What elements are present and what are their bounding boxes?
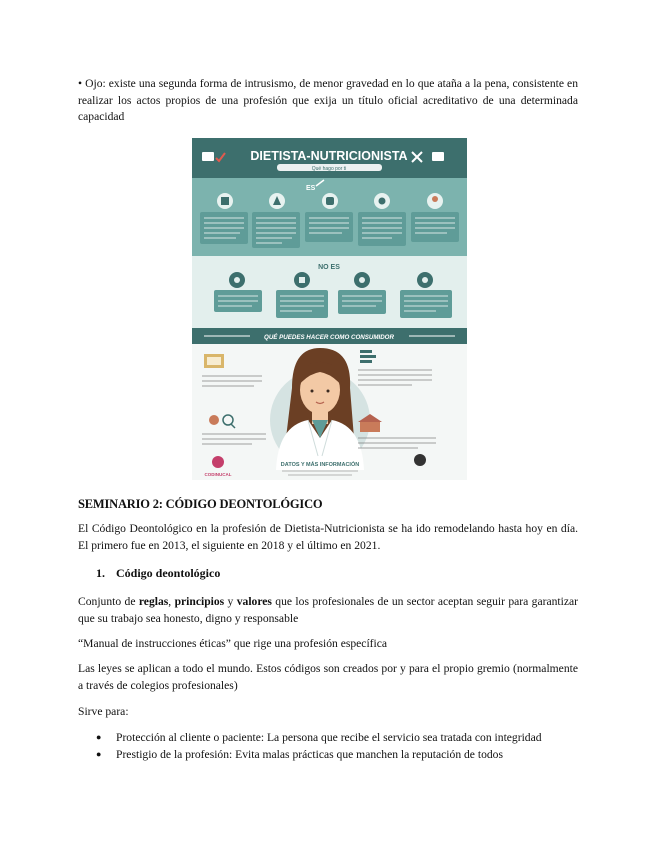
principles-term: principios [174, 595, 225, 608]
rules-term: reglas [138, 595, 169, 608]
svg-text:CODINUCAL: CODINUCAL [204, 472, 232, 477]
manual-quote: “Manual de instrucciones éticas” que rige una profesión específica [78, 637, 388, 650]
section-title: Código deontológico [116, 566, 221, 580]
es-label: ES [306, 185, 316, 192]
consumer-banner: QUÉ PUEDES HACER COMO CONSUMIDOR [264, 334, 394, 341]
infographic [192, 138, 467, 480]
no-es-label: NO ES [318, 264, 340, 271]
section-number: 1. [96, 566, 105, 580]
certificate-icon [204, 354, 224, 368]
infographic-title: DIETISTA-NUTRICIONISTA [250, 149, 408, 163]
seminar-heading: SEMINARIO 2: CÓDIGO DEONTOLÓGICO [78, 497, 323, 511]
history-paragraph: El Código Deontológico en la profesión de Dietista-Nutricionista se ha ido remodelando hasta hoy en día. El primero fue en 2013, el siguiente en 2018 y el último en 2021. [78, 522, 578, 552]
values-term: valores [236, 595, 272, 608]
list-item: ● Prestigio de la profesión: Evita malas prácticas que manchen la reputación de todos [96, 746, 566, 763]
intro-paragraph: • Ojo: existe una segunda forma de intrusismo, de menor gravedad en lo que ataña a la pena, consistente en realizar los actos propios de una profesión que exija un título oficial acreditativo de una determinada capacidad [78, 77, 578, 123]
footer-title: DATOS Y MÁS INFORMACIÓN [280, 462, 360, 468]
section-heading [96, 566, 220, 581]
purpose-list [96, 729, 566, 763]
laws-paragraph: Las leyes se aplican a todo el mundo. Estos códigos son creados por y para el propio gremio (normalmente a través de colegios profesionales) [78, 662, 578, 692]
infographic-subtitle: Qué hago por ti [311, 166, 347, 172]
round-logo [414, 454, 426, 466]
serves-for-label: Sirve para: [78, 705, 129, 718]
definition-paragraph: Conjunto de reglas, principios y valores que los profesionales de un sector aceptan seguir para garantizar que su trabajo sea honesto, digno y responsable [78, 595, 579, 625]
list-item: ● Protección al cliente o paciente: La persona que recibe el servicio sea tratada con integridad [96, 729, 566, 746]
